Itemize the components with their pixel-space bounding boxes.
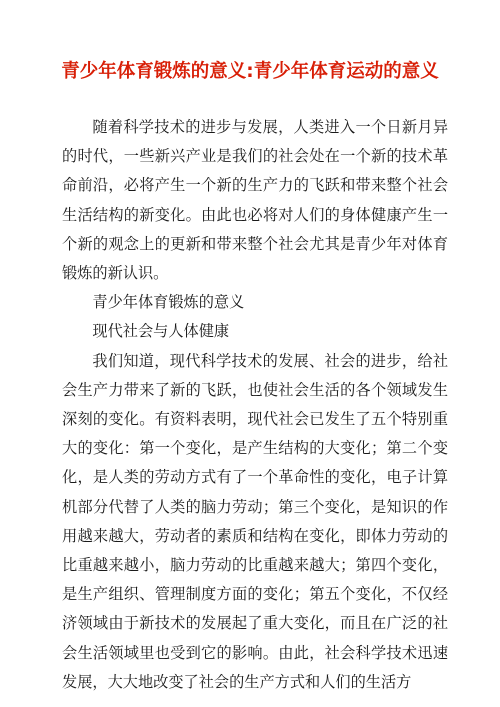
body-paragraph: 我们知道，现代科学技术的发展、社会的进步，给社会生产力带来了新的飞跃，也使社会生活的各个领域发生深刻的变化。有资料表明，现代社会已发生了五个特别重大的变化：第一个变化，是产生结构的大变化；第二个变化，是人类的劳动方式有了一个革命性的变化，电子计算机部分代替了人类的脑力劳动；第三个变化，是知识的作用越来越大，劳动者的素质和结构在变化，即体力劳动的比重越来越小，脑力劳动的比重越来越大；第四个变化，是生产组织、管理制度方面的变化；第五个变化，不仅经济领域由于新技术的发展起了重大变化，而且在广泛的社会生活领域里也受到它的影响。由此，社会科学技术迅速发展，大大地改变了社会的生产方式和人们的生活方 (62, 351, 448, 691)
document-title: 青少年体育锻炼的意义:青少年体育运动的意义 (61, 61, 439, 82)
intro-paragraph: 随着科学技术的进步与发展，人类进入一个日新月异的时代，一些新兴产业是我们的社会处在一个新的技术革命前沿，必将产生一个新的生产力的飞跃和带来整个社会生活结构的新变化。由此也必将对人们的身体健康产生一个新的观念上的更新和带来整个社会尤其是青少年对体育锻炼的新认识。 (62, 118, 448, 283)
subsection-heading: 现代社会与人体健康 (92, 322, 230, 341)
section-heading: 青少年体育锻炼的意义 (92, 293, 245, 312)
document-body (62, 113, 448, 697)
